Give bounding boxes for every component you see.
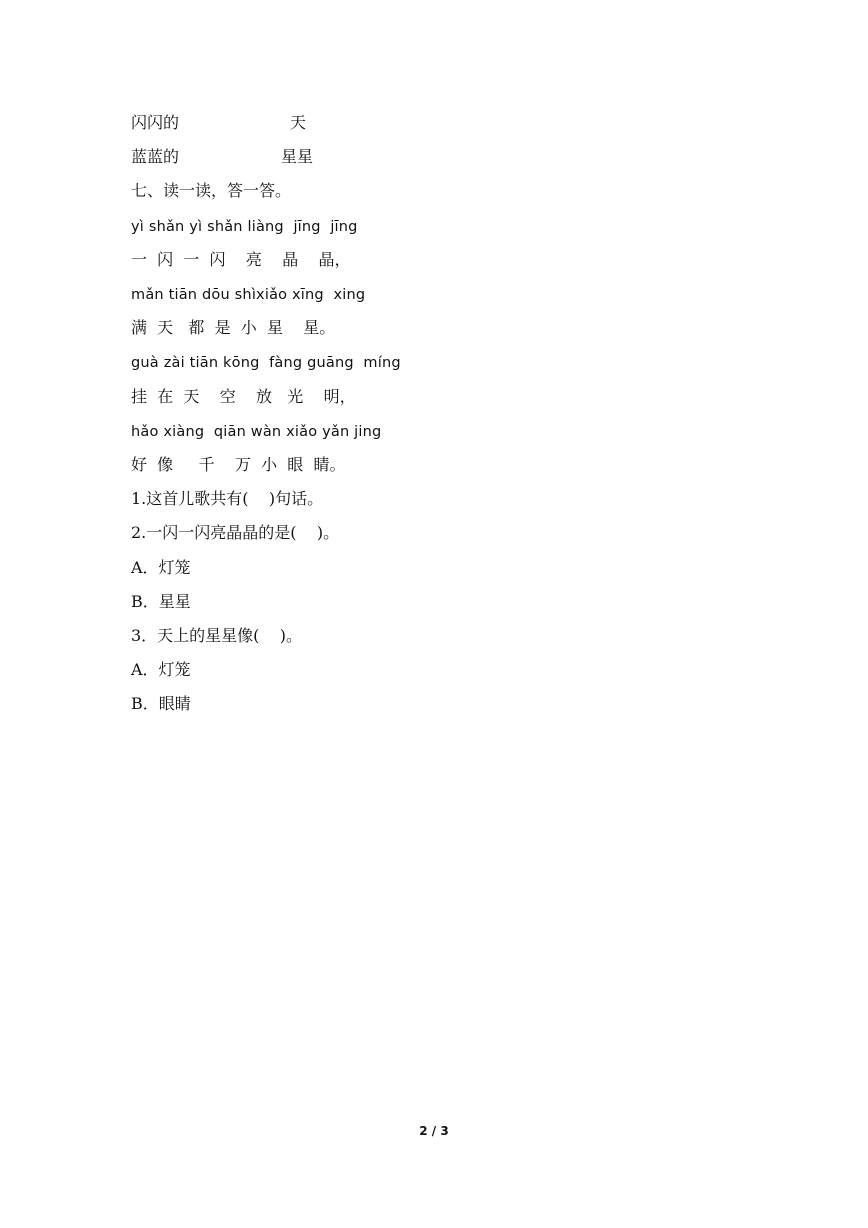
page-number: 2 / 3 [419,1124,449,1138]
poem-hanzi-line: 挂 在 天 空 放 光 明， [131,387,356,406]
option-b: B．眼睛 [131,694,191,713]
poem-hanzi-line: 好 像 千 万 小 眼 睛。 [131,455,346,474]
poem-pinyin-line: hǎo xiàng qiān wàn xiǎo yǎn jing [131,424,382,440]
option-b: B．星星 [131,592,191,611]
poem-hanzi-line: 满 天 都 是 小 星 星。 [131,318,336,337]
section-title: 七、读一读，答一答。 [131,181,292,200]
option-a: A．灯笼 [131,660,191,679]
poem-pinyin-line: yì shǎn yì shǎn liàng jīng jīng [131,219,358,235]
question-1: 1.这首儿歌共有( )句话。 [131,489,324,508]
pair-left-2: 蓝蓝的 [131,147,180,166]
option-a: A．灯笼 [131,558,191,577]
question-2: 2.一闪一闪亮晶晶的是( )。 [131,523,340,542]
pair-left-1: 闪闪的 [131,113,180,132]
poem-pinyin-line: guà zài tiān kōng fàng guāng míng [131,355,401,371]
pair-right-2: 星星 [281,147,314,166]
question-3: 3．天上的星星像( )。 [131,626,303,645]
poem-pinyin-line: mǎn tiān dōu shìxiǎo xīng xing [131,287,366,303]
pair-right-1: 天 [290,113,307,132]
poem-hanzi-line: 一 闪 一 闪 亮 晶 晶， [131,250,351,269]
